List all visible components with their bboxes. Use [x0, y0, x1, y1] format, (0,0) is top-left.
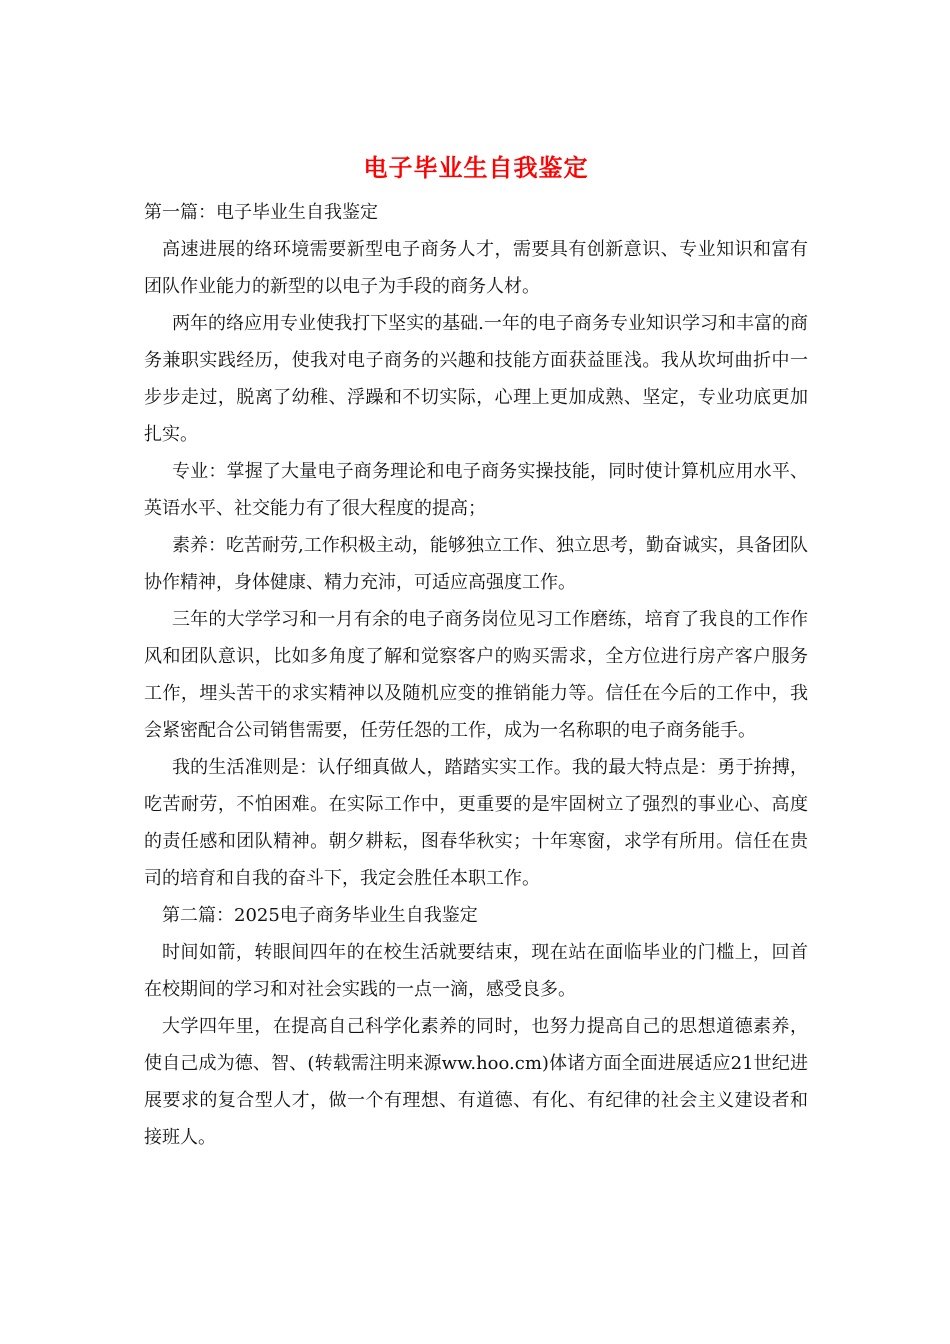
section-heading-2: 第二篇：2025电子商务毕业生自我鉴定 — [162, 905, 478, 926]
paragraph-3: 专业：掌握了大量电子商务理论和电子商务实操技能，同时使计算机应用水平、英语水平、社交能力有了很大程度的提高； — [144, 461, 808, 519]
section-heading-1: 第一篇：电子毕业生自我鉴定 — [144, 202, 378, 223]
paragraph-4: 素养：吃苦耐劳,工作积极主动，能够独立工作、独立思考，勤奋诚实，具备团队协作精神，身体健康、精力充沛，可适应高强度工作。 — [144, 535, 808, 593]
paragraph-7: 时间如箭，转眼间四年的在校生活就要结束，现在站在面临毕业的门槛上，回首在校期间的学习和对社会实践的一点一滴，感受良多。 — [144, 942, 808, 1000]
paragraph-8: 大学四年里，在提高自己科学化素养的同时，也努力提高自己的思想道德素养，使自己成为德、智、(转载需注明来源ww.hoo.cm)体诸方面全面进展适应21世纪进展要求的复合型人才，做一个有理想、有道德、有化、有纪律的社会主义建设者和接班人。 — [144, 1016, 808, 1148]
document-page — [144, 150, 808, 1156]
document-title: 电子毕业生自我鉴定 — [363, 154, 589, 182]
paragraph-5: 三年的大学学习和一月有余的电子商务岗位见习工作磨练，培育了我良的工作作风和团队意识，比如多角度了解和觉察客户的购买需求，全方位进行房产客户服务工作，埋头苦干的求实精神以及随机应变的推销能力等。信任在今后的工作中，我会紧密配合公司销售需要，任劳任怨的工作，成为一名称职的电子商务能手。 — [144, 609, 808, 741]
paragraph-2: 两年的络应用专业使我打下坚实的基础.一年的电子商务专业知识学习和丰富的商务兼职实践经历，使我对电子商务的兴趣和技能方面获益匪浅。我从坎坷曲折中一步步走过，脱离了幼稚、浮躁和不切实际，心理上更加成熟、坚定，专业功底更加扎实。 — [144, 313, 808, 445]
paragraph-1: 高速进展的络环境需要新型电子商务人才，需要具有创新意识、专业知识和富有团队作业能力的新型的以电子为手段的商务人材。 — [144, 239, 808, 297]
paragraph-6: 我的生活准则是：认仔细真做人，踏踏实实工作。我的最大特点是：勇于拚搏，吃苦耐劳，不怕困难。在实际工作中，更重要的是牢固树立了强烈的事业心、高度的责任感和团队精神。朝夕耕耘，图春华秋实；十年寒窗，求学有所用。信任在贵司的培育和自我的奋斗下，我定会胜任本职工作。 — [144, 757, 808, 889]
